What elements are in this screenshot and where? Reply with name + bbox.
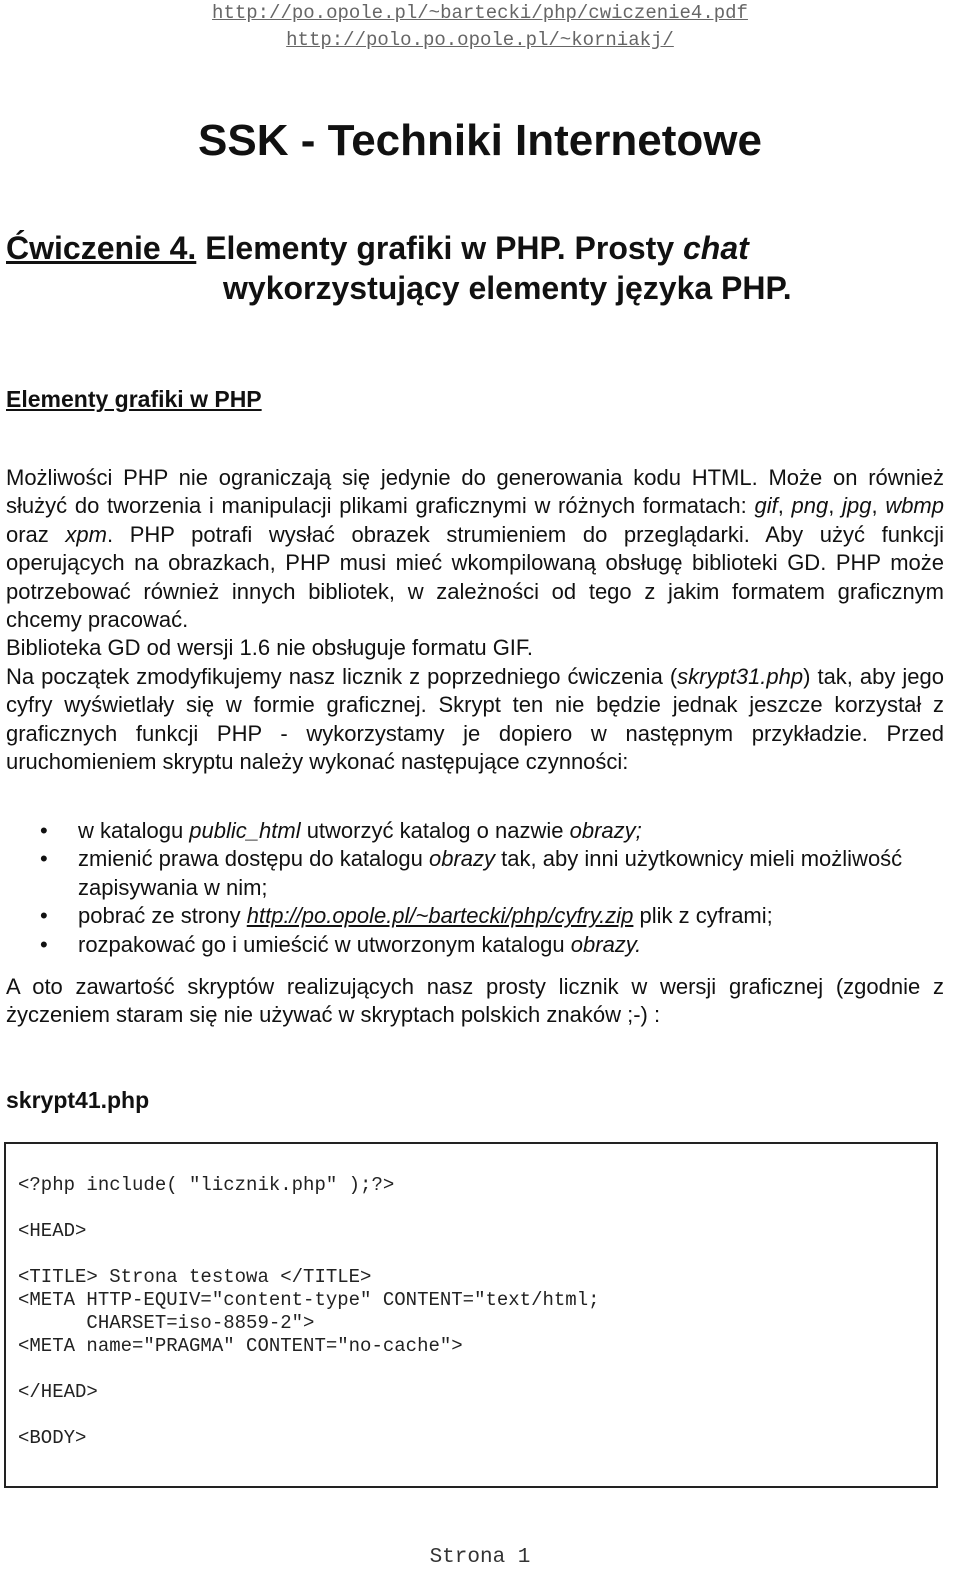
header-link-pdf[interactable]: http://po.opole.pl/~bartecki/php/cwiczenie4.pdf [212, 2, 748, 24]
document-title: SSK - Techniki Internetowe [198, 116, 762, 165]
list-item [6, 931, 944, 959]
format-sep: , [871, 493, 886, 519]
step-italic: public_html [189, 818, 301, 843]
format-sep: oraz [6, 521, 66, 547]
intro-text-3: Biblioteka GD od wersji 1.6 nie obsługuje formatu GIF. [6, 635, 534, 661]
step-italic: obrazy. [570, 931, 642, 957]
bullet-icon: • [40, 931, 48, 957]
step-italic: obrazy [429, 846, 496, 872]
page-number: Strona 1 [429, 1546, 531, 1569]
format-sep: , [777, 493, 792, 519]
bullet-icon: • [40, 818, 48, 843]
step-text: plik z cyframi; [633, 903, 773, 929]
exercise-title-part1: Elementy grafiki w PHP. Prosty [196, 230, 683, 266]
script-name: skrypt41.php [6, 1087, 150, 1113]
intro-text-1: Możliwości PHP nie ograniczają się jedynie do generowania kodu HTML. Może on również służyć do tworzenia i manipulacji plikami graficznymi w różnych formatach: [6, 465, 944, 519]
section-title: Elementy grafiki w PHP [6, 386, 262, 412]
format-xpm: xpm [65, 521, 107, 547]
code-content: <?php include( "licznik.php" );?> <HEAD> <TITLE> Strona testowa </TITLE> <META HTTP-EQUIV="content-type" CONTENT="text/html; CHARSET=iso-8859-2"> <META name="PRAGMA" CONTENT="no-cache"> </HEAD> <BODY> [18, 1174, 600, 1449]
exercise-title-line2: wykorzystujący elementy języka PHP. [223, 270, 792, 306]
bullet-icon: • [40, 846, 48, 872]
step-text: pobrać ze strony [78, 903, 247, 929]
header-links [0, 0, 960, 54]
code-block [4, 1142, 938, 1488]
step-text: tak, aby inni użytkownicy mieli możliwość zapisywania w nim; [78, 846, 903, 900]
list-item [6, 817, 944, 845]
intro-script-ref: skrypt31.php [677, 663, 804, 689]
exercise-title [6, 228, 946, 308]
intro-text-4: Na początek zmodyfikujemy nasz licznik z poprzedniego ćwiczenia ( [6, 663, 678, 689]
step-text: w katalogu [78, 818, 190, 843]
step-italic: obrazy; [569, 818, 642, 843]
intro-paragraph [6, 464, 944, 776]
list-item [6, 902, 944, 930]
intro-text-2: . PHP potrafi wysłać obrazek strumieniem do przeglądarki. Aby użyć funkcji operujących na obrazkach, PHP musi mieć wkompilowaną obsługę biblioteki GD. PHP może potrzebować również innych bibliotek, w zależności od tego z jakim formatem graficznym chcemy pracować. [6, 521, 944, 633]
format-sep: , [828, 493, 843, 519]
format-png: png [791, 493, 829, 519]
step-text: rozpakować go i umieścić w utworzonym katalogu [78, 931, 571, 957]
step-text: utworzyć katalog o nazwie [300, 818, 570, 843]
list-item [6, 845, 944, 902]
step-text: zmienić prawa dostępu do katalogu [78, 846, 429, 872]
format-jpg: jpg [842, 493, 872, 519]
format-gif: gif [754, 493, 778, 519]
steps-list [6, 817, 944, 959]
intro-text-5: ) tak, aby jego cyfry wyświetlały się w formie graficznej. Skrypt ten nie będzie jednak jeszcze korzystał z graficznych funkcji PHP - wykorzystamy je dopiero w następnym przykładzie. Przed uruchomieniem skryptu należy wykonać następujące czynności: [6, 663, 945, 775]
header-link-author[interactable]: http://polo.po.opole.pl/~korniakj/ [286, 29, 674, 51]
scripts-paragraph: A oto zawartość skryptów realizujących nasz prosty licznik w wersji graficznej (zgodnie z życzeniem staram się nie używać w skryptach polskich znaków ;-) : [6, 974, 944, 1028]
bullet-icon: • [40, 903, 48, 929]
format-wbmp: wbmp [885, 493, 944, 519]
exercise-number: Ćwiczenie 4. [6, 230, 197, 266]
download-link[interactable]: http://po.opole.pl/~bartecki/php/cyfry.zip [246, 903, 634, 929]
exercise-title-italic: chat [683, 230, 749, 266]
